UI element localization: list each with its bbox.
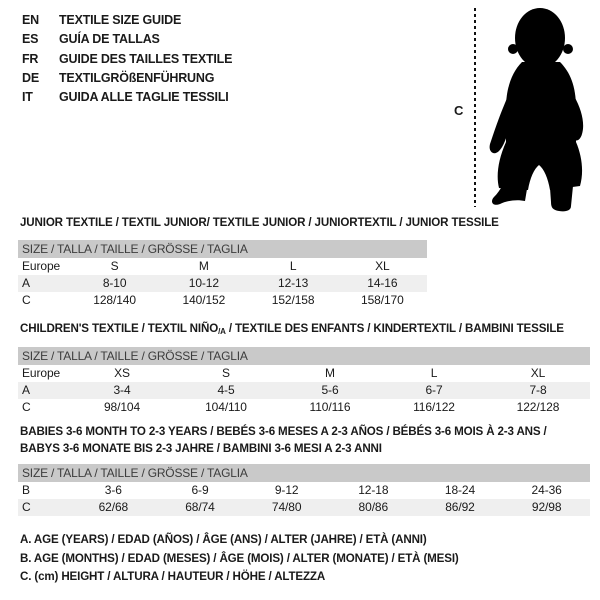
size-cell: 62/68 (98, 500, 129, 514)
size-cell: 122/128 (516, 400, 560, 414)
size-cell: 152/158 (271, 293, 315, 307)
size-cell: M (325, 366, 335, 380)
size-cell: 74/80 (271, 500, 302, 514)
section-title-part: / TEXTILE DES ENFANTS / KINDERTEXTIL / BAMBINI TESSILE (225, 322, 564, 335)
language-label: GUÍA DE TALLAS (59, 32, 160, 47)
size-cell: XL (375, 259, 390, 273)
language-row (22, 50, 232, 69)
table-row (18, 482, 590, 499)
language-label: GUIDE DES TAILLES TEXTILE (59, 51, 233, 66)
height-measure-line (474, 8, 476, 207)
language-row (22, 11, 232, 30)
row-label: A (22, 383, 30, 397)
junior-size-table (18, 240, 427, 309)
size-cell: 4-5 (217, 383, 235, 397)
row-label: Europe (22, 366, 61, 380)
size-cell: M (198, 259, 209, 273)
size-cell: 92/98 (531, 500, 562, 514)
size-cell: 98/104 (103, 400, 141, 414)
measure-label: C (454, 103, 464, 118)
row-label: C (22, 400, 31, 414)
size-cell: 14-16 (367, 276, 398, 290)
footer-note-c: C. (cm) HEIGHT / ALTURA / HAUTEUR / HÖHE / ALTEZZA (20, 570, 326, 584)
language-row (22, 69, 232, 88)
babies-size-table (18, 464, 590, 516)
size-cell: 86/92 (445, 500, 475, 514)
language-code: ES (22, 32, 39, 47)
table-row (18, 258, 427, 275)
size-cell: 24-36 (531, 483, 562, 497)
size-cell: 10-12 (188, 276, 219, 290)
section-title-junior: JUNIOR TEXTILE / TEXTIL JUNIOR/ TEXTILE JUNIOR / JUNIORTEXTIL / JUNIOR TESSILE (20, 216, 499, 229)
language-code: FR (22, 51, 39, 66)
section-title-line2: BABYS 3-6 MONATE BIS 2-3 JAHRE / BAMBINI 3-6 MESI A 2-3 ANNI (20, 442, 382, 455)
size-cell: 116/122 (413, 400, 455, 414)
size-cell: 5-6 (321, 383, 339, 397)
size-cell: 6-7 (425, 383, 443, 397)
size-cell: 140/152 (182, 293, 226, 307)
table-row (18, 292, 427, 309)
language-code: IT (22, 90, 33, 105)
section-title-babies (20, 423, 547, 457)
size-cell: 128/140 (93, 293, 136, 307)
footer-note-b: B. AGE (MONTHS) / EDAD (MESES) / ÂGE (MOIS) / ALTER (MONATE) / ETÀ (MESI) (20, 551, 459, 565)
section-title-subscript: /A (218, 327, 226, 336)
section-title-children (20, 320, 564, 340)
size-header-bar: SIZE / TALLA / TAILLE / GRÖSSE / TAGLIA (18, 347, 590, 365)
size-cell: XS (114, 366, 130, 380)
size-cell: 6-9 (191, 483, 209, 497)
row-label: B (22, 483, 30, 497)
size-cell: 68/74 (185, 500, 215, 514)
size-header-bar: SIZE / TALLA / TAILLE / GRÖSSE / TAGLIA (18, 240, 427, 258)
table-row (18, 399, 590, 416)
footer-note-a: A. AGE (YEARS) / EDAD (AÑOS) / ÂGE (ANS) / ALTER (JAHRE) / ETÀ (ANNI) (20, 533, 427, 546)
size-cell: 18-24 (444, 483, 476, 497)
size-cell: 3-6 (104, 483, 122, 497)
language-row (22, 30, 232, 49)
table-row (18, 275, 427, 292)
size-cell: 12-18 (358, 483, 389, 497)
row-label: A (22, 276, 30, 290)
language-code: DE (22, 70, 39, 85)
size-cell: 9-12 (274, 483, 299, 497)
size-cell: S (222, 366, 230, 380)
size-cell: 158/170 (361, 293, 404, 307)
size-cell: L (430, 366, 438, 380)
table-row (18, 382, 590, 399)
size-cell: 104/110 (205, 400, 247, 414)
size-cell: 7-8 (529, 383, 547, 397)
row-label: C (22, 293, 31, 307)
size-cell: 110/116 (309, 400, 351, 414)
size-cell: 12-13 (278, 276, 309, 290)
size-cell: S (110, 259, 119, 273)
legend-notes (20, 531, 459, 587)
row-label: C (22, 500, 31, 514)
language-label: GUIDA ALLE TAGLIE TESSILI (59, 90, 229, 105)
size-cell: XL (530, 366, 546, 380)
language-code: EN (22, 13, 39, 27)
row-label: Europe (22, 259, 61, 273)
size-cell: 80/86 (358, 500, 389, 514)
language-label: TEXTILE SIZE GUIDE (59, 13, 182, 27)
section-title-part: CHILDREN'S TEXTILE / TEXTIL NIÑO (20, 322, 219, 335)
table-row (18, 365, 590, 382)
baby-silhouette-icon (484, 4, 596, 212)
children-size-table (18, 347, 590, 416)
section-title-line1: BABIES 3-6 MONTH TO 2-3 YEARS / BEBÉS 3-6 MESES A 2-3 AÑOS / BÉBÉS 3-6 MOIS À 2-3 ANS / (20, 425, 547, 438)
size-cell: L (289, 259, 297, 273)
table-row (18, 499, 590, 516)
language-list (22, 11, 232, 107)
size-cell: 8-10 (102, 276, 127, 290)
size-header-bar: SIZE / TALLA / TAILLE / GRÖSSE / TAGLIA (18, 464, 590, 482)
language-label: TEXTILGRÖßENFÜHRUNG (59, 70, 215, 85)
size-cell: 3-4 (113, 383, 131, 397)
language-row (22, 88, 232, 107)
